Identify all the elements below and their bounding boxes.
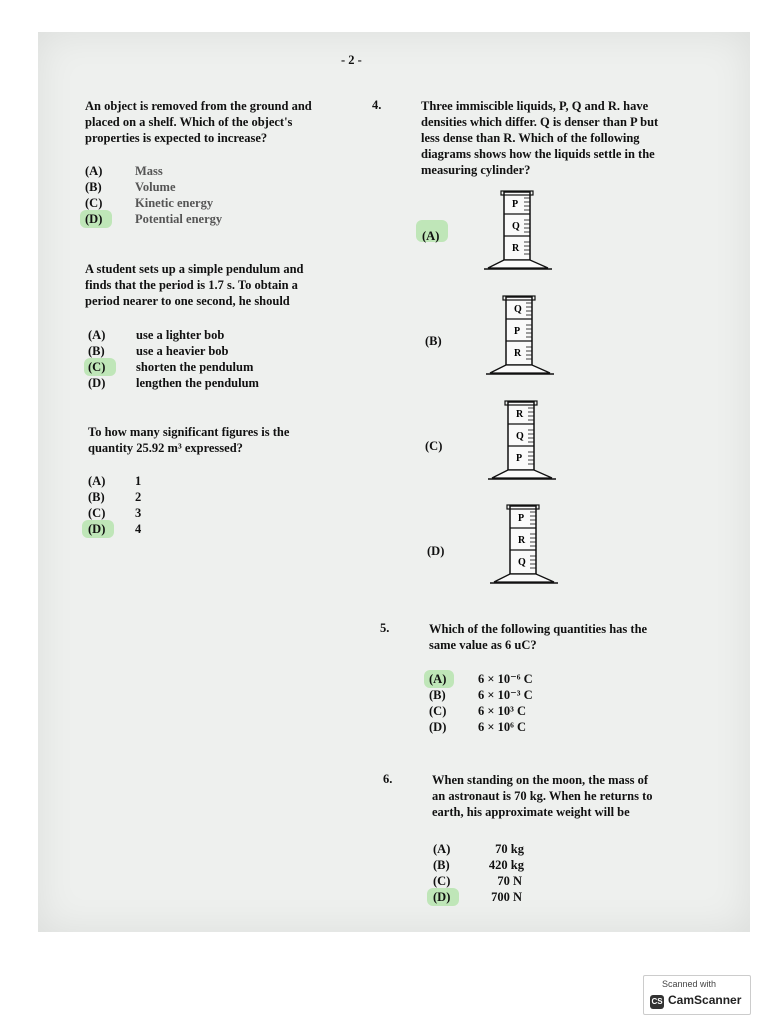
q4-option-d-letter: (D) bbox=[427, 544, 445, 558]
q2-option-d-letter: (D) bbox=[88, 376, 106, 390]
q3-stem-line-2: quantity 25.92 m³ expressed? bbox=[88, 441, 243, 455]
q3-option-c-letter: (C) bbox=[88, 506, 106, 520]
q6-option-b-letter: (B) bbox=[433, 858, 450, 872]
q1-stem-line-3: properties is expected to increase? bbox=[85, 131, 268, 145]
q2-option-c-text: shorten the pendulum bbox=[136, 360, 254, 374]
q5-option-b-text: 6 × 10⁻³ C bbox=[478, 688, 533, 702]
layer-label: R bbox=[518, 535, 526, 546]
q1-option-d-letter: (D) bbox=[85, 212, 103, 226]
layer-label: P bbox=[516, 453, 523, 464]
q1-option-c-letter: (C) bbox=[85, 196, 103, 210]
layer-label: P bbox=[514, 326, 521, 337]
layer-label: R bbox=[514, 348, 522, 359]
q6-option-a-text: 70 kg bbox=[495, 842, 524, 856]
q5-stem-line-1: Which of the following quantities has the bbox=[429, 622, 648, 636]
layer-label: P bbox=[518, 513, 525, 524]
q6-option-c-text: 70 N bbox=[497, 874, 522, 888]
q5-option-b-letter: (B) bbox=[429, 688, 446, 702]
q6-stem-line-2: an astronaut is 70 kg. When he returns to bbox=[432, 789, 653, 803]
q5-option-a-text: 6 × 10⁻⁶ C bbox=[478, 672, 533, 686]
layer-label: R bbox=[512, 243, 520, 254]
q3-option-a-letter: (A) bbox=[88, 474, 106, 488]
layer-label: R bbox=[516, 409, 524, 420]
q6-stem-line-1: When standing on the moon, the mass of bbox=[432, 773, 649, 787]
page-number: - 2 - bbox=[341, 53, 362, 67]
measuring-cylinder-d bbox=[488, 504, 560, 586]
q6-option-d-letter: (D) bbox=[433, 890, 451, 904]
q2-stem-line-1: A student sets up a simple pendulum and bbox=[85, 262, 304, 276]
q5-option-c-letter: (C) bbox=[429, 704, 447, 718]
q1-option-a-letter: (A) bbox=[85, 164, 103, 178]
q4-stem-line-1: Three immiscible liquids, P, Q and R. have bbox=[421, 99, 649, 113]
q6-option-c-letter: (C) bbox=[433, 874, 451, 888]
layer-label: P bbox=[512, 199, 519, 210]
q5-stem-line-2: same value as 6 uC? bbox=[429, 638, 537, 652]
q4-option-a-letter: (A) bbox=[422, 229, 440, 243]
q6-stem-line-3: earth, his approximate weight will be bbox=[432, 805, 630, 819]
camscanner-brand: CamScanner bbox=[668, 993, 742, 1007]
q3-option-a-text: 1 bbox=[135, 474, 142, 488]
q3-stem-line-1: To how many significant figures is the bbox=[88, 425, 290, 439]
layer-label: Q bbox=[512, 221, 520, 232]
q2-stem-line-3: period nearer to one second, he should bbox=[85, 294, 290, 308]
q3-option-c-text: 3 bbox=[135, 506, 142, 520]
layer-label: Q bbox=[518, 557, 526, 568]
q4-stem-line-5: measuring cylinder? bbox=[421, 163, 531, 177]
scanned-with-label: Scanned with bbox=[662, 979, 717, 989]
q2-option-a-letter: (A) bbox=[88, 328, 106, 342]
measuring-cylinder-c bbox=[486, 400, 558, 482]
q6-option-d-text: 700 N bbox=[491, 890, 522, 904]
q5-option-a-letter: (A) bbox=[429, 672, 447, 686]
q4-stem-line-3: less dense than R. Which of the following bbox=[421, 131, 640, 145]
camscanner-logo-icon: CS bbox=[650, 995, 664, 1009]
q4-stem-line-2: densities which differ. Q is denser than P but bbox=[421, 115, 659, 129]
measuring-cylinder-b bbox=[484, 295, 556, 377]
q4-option-c-letter: (C) bbox=[425, 439, 443, 453]
q3-option-d-text: 4 bbox=[135, 522, 142, 536]
q6-number: 6. bbox=[383, 772, 393, 786]
q1-option-c-text: Kinetic energy bbox=[135, 196, 214, 210]
q5-option-d-text: 6 × 10⁶ C bbox=[478, 720, 527, 734]
q2-option-b-text: use a heavier bob bbox=[136, 344, 229, 358]
q3-option-b-text: 2 bbox=[135, 490, 142, 504]
layer-label: Q bbox=[514, 304, 522, 315]
q5-number: 5. bbox=[380, 621, 390, 635]
q2-stem-line-2: finds that the period is 1.7 s. To obtain a bbox=[85, 278, 298, 292]
scanned-page bbox=[38, 32, 750, 932]
layer-label: Q bbox=[516, 431, 524, 442]
camscanner-watermark bbox=[643, 975, 751, 1015]
q5-option-c-text: 6 × 10³ C bbox=[478, 704, 527, 718]
q4-stem-line-4: diagrams shows how the liquids settle in the bbox=[421, 147, 655, 161]
q1-option-b-letter: (B) bbox=[85, 180, 102, 194]
q4-option-b-letter: (B) bbox=[425, 334, 442, 348]
q6-option-b-text: 420 kg bbox=[488, 858, 524, 872]
q1-stem-line-1: An object is removed from the ground and bbox=[85, 99, 312, 113]
q2-option-d-text: lengthen the pendulum bbox=[136, 376, 259, 390]
q1-stem-line-2: placed on a shelf. Which of the object's bbox=[85, 115, 293, 129]
q3-option-d-letter: (D) bbox=[88, 522, 106, 536]
q3-option-b-letter: (B) bbox=[88, 490, 105, 504]
q6-option-a-letter: (A) bbox=[433, 842, 451, 856]
q2-option-c-letter: (C) bbox=[88, 360, 106, 374]
q4-number: 4. bbox=[372, 98, 382, 112]
q2-option-a-text: use a lighter bob bbox=[136, 328, 225, 342]
q1-option-a-text: Mass bbox=[135, 164, 163, 178]
measuring-cylinder-a bbox=[482, 190, 554, 272]
q1-option-d-text: Potential energy bbox=[135, 212, 223, 226]
q2-option-b-letter: (B) bbox=[88, 344, 105, 358]
q1-option-b-text: Volume bbox=[135, 180, 176, 194]
q5-option-d-letter: (D) bbox=[429, 720, 447, 734]
